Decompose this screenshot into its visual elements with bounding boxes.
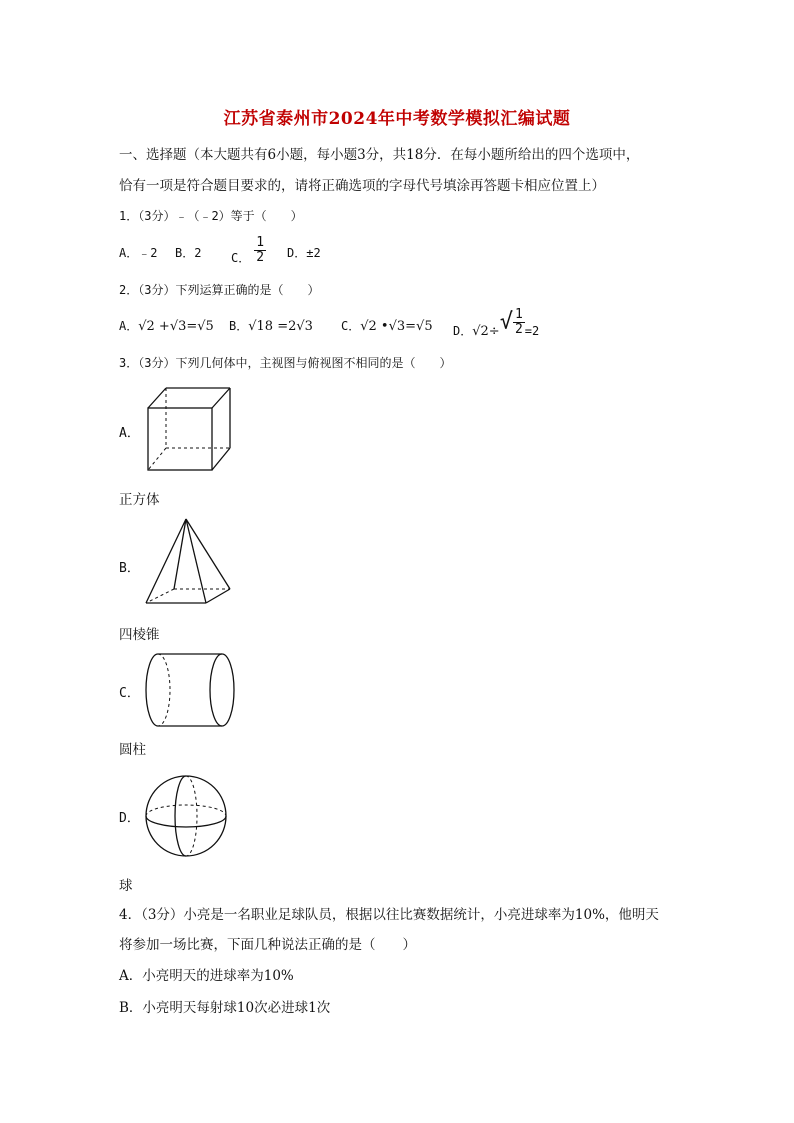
q1-option-c-prefix: C． bbox=[231, 251, 251, 265]
q3-option-c-label: C． bbox=[119, 686, 140, 701]
q2-option-d-fraction bbox=[513, 308, 525, 337]
cylinder-icon bbox=[140, 650, 240, 730]
fraction-denominator: 2 bbox=[256, 250, 265, 265]
q3-option-c-caption: 圆柱 bbox=[119, 742, 146, 758]
fraction-denominator: 2 bbox=[514, 322, 523, 337]
q3-option-a-caption: 正方体 bbox=[119, 492, 160, 508]
q2-option-c-expr: √2 •√3=√5 bbox=[360, 319, 433, 334]
q1-option-a: A．﹣2 bbox=[119, 246, 158, 260]
q2-option-b-expr: √18 =2√3 bbox=[248, 319, 313, 334]
q2-option-d bbox=[453, 308, 539, 337]
q2-option-c bbox=[341, 317, 433, 336]
q1-option-c-fraction bbox=[254, 236, 266, 265]
q1-option-c bbox=[231, 236, 266, 265]
q2-option-c-prefix: C． bbox=[341, 319, 361, 333]
q3-option-b-label: B． bbox=[119, 561, 140, 576]
exam-title: 江苏省泰州市2024年中考数学模拟汇编试题 bbox=[223, 109, 571, 129]
q1-option-d: D．±2 bbox=[287, 246, 321, 260]
q4-stem-line1: 4．（3分）小亮是一名职业足球队员，根据以往比赛数据统计，小亮进球率为10%，他明天 bbox=[119, 907, 659, 923]
q2-stem: 2．（3分）下列运算正确的是（ ） bbox=[119, 283, 320, 297]
q2-option-d-tail: =2 bbox=[524, 324, 540, 338]
cube-icon bbox=[140, 384, 236, 474]
q3-option-b-caption: 四棱锥 bbox=[119, 627, 160, 643]
q1-options bbox=[119, 236, 419, 270]
q2-option-a-prefix: A． bbox=[119, 319, 139, 333]
q2-option-a-expr: √2 +√3=√5 bbox=[138, 319, 214, 334]
q1-stem: 1．（3分）﹣（﹣2）等于（ ） bbox=[119, 209, 303, 223]
q3-stem: 3．（3分）下列几何体中，主视图与俯视图不相同的是（ ） bbox=[119, 356, 452, 370]
q4-stem-line2: 将参加一场比赛，下面几种说法正确的是（ ） bbox=[119, 937, 416, 953]
q4-option-a: A．小亮明天的进球率为10% bbox=[119, 968, 294, 984]
q1-option-b: B．2 bbox=[175, 246, 202, 260]
q2-option-b-prefix: B． bbox=[229, 319, 249, 333]
q3-option-a-label: A． bbox=[119, 426, 140, 441]
q2-option-d-expr: √2÷ bbox=[472, 324, 500, 339]
q2-option-a bbox=[119, 317, 214, 336]
q4-option-b: B．小亮明天每射球10次必进球1次 bbox=[119, 1000, 331, 1016]
fraction-numerator: 1 bbox=[514, 307, 523, 322]
pyramid-icon bbox=[142, 515, 234, 609]
section-instructions-line2: 恰有一项是符合题目要求的，请将正确选项的字母代号填涂再答题卡相应位置上） bbox=[119, 178, 605, 194]
section-instructions-line1: 一、选择题（本大题共有6小题，每小题3分，共18分．在每小题所给出的四个选项中， bbox=[119, 147, 640, 163]
fraction-numerator: 1 bbox=[256, 235, 265, 250]
q2-option-d-prefix: D． bbox=[453, 324, 473, 338]
q2-options bbox=[119, 308, 579, 344]
q3-option-d-label: D． bbox=[119, 811, 140, 826]
q3-option-d-caption: 球 bbox=[119, 878, 133, 894]
q2-option-b bbox=[229, 317, 313, 336]
radical-sign-icon: √ bbox=[499, 309, 513, 335]
sphere-icon bbox=[142, 772, 232, 860]
